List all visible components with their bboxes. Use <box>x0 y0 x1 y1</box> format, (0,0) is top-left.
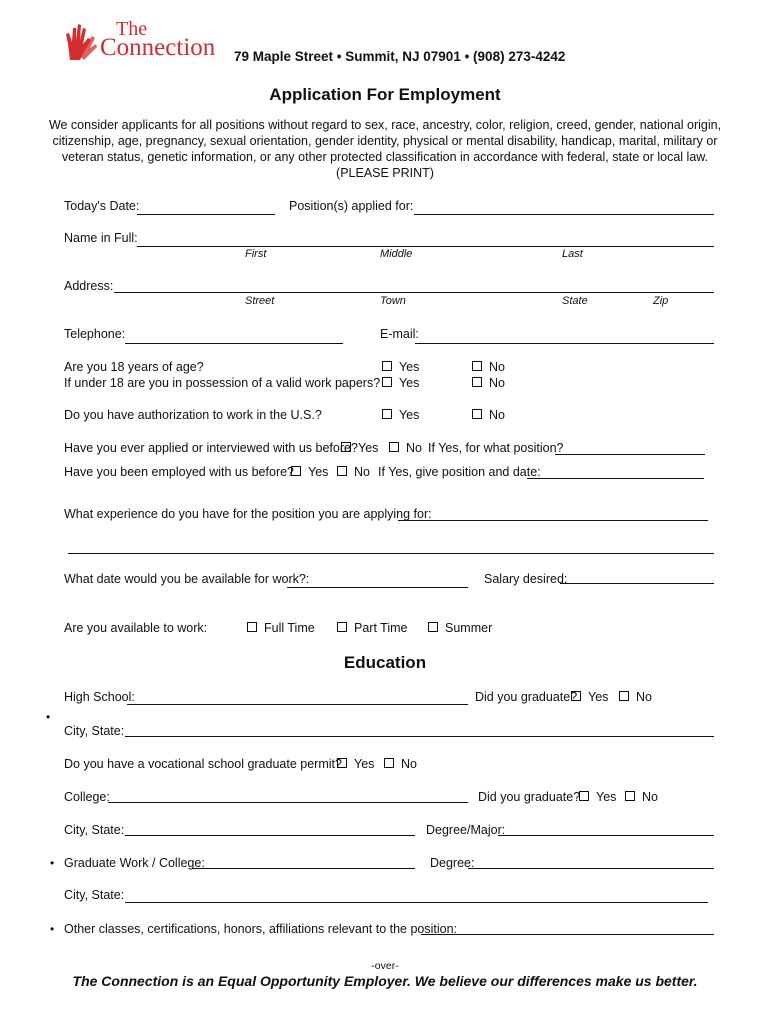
disclaimer-line: veteran status, genetic information, or any other protected classification in accordance with federal, state or local law. <box>61 150 709 164</box>
checkbox-icon[interactable] <box>389 442 399 452</box>
experience-field[interactable] <box>398 520 708 521</box>
checkbox-icon[interactable] <box>472 361 482 371</box>
telephone-field[interactable] <box>125 343 343 344</box>
experience-field-2[interactable] <box>68 553 714 554</box>
addr-zip-caption: Zip <box>653 295 669 307</box>
available-date-question: What date would you be available for work?: <box>64 572 310 586</box>
college-grad-yes-option[interactable] <box>579 790 616 804</box>
college-graduate-question: Did you graduate? <box>478 790 581 804</box>
college-label: College: <box>64 790 110 804</box>
email-label: E-mail: <box>380 327 419 341</box>
other-classes-field[interactable] <box>421 934 714 935</box>
hs-graduate-question: Did you graduate? <box>475 690 578 704</box>
checkbox-icon[interactable] <box>341 442 351 452</box>
addr-state-caption: State <box>562 295 588 307</box>
no-label: No <box>406 441 422 455</box>
checkbox-icon[interactable] <box>337 466 347 476</box>
checkbox-icon[interactable] <box>571 691 581 701</box>
vocational-no-option[interactable] <box>384 757 417 771</box>
logo <box>64 18 224 64</box>
checkbox-icon[interactable] <box>472 377 482 387</box>
checkbox-icon[interactable] <box>382 361 392 371</box>
bullet-icon: • <box>50 856 55 870</box>
no-label: No <box>401 757 417 771</box>
bullet-icon: • <box>46 710 51 724</box>
checkbox-icon[interactable] <box>382 409 392 419</box>
address-field[interactable] <box>114 292 714 293</box>
yes-label: Yes <box>596 790 617 804</box>
degree-label: Degree: <box>430 856 475 870</box>
checkbox-icon[interactable] <box>337 758 347 768</box>
footer-tagline: The Connection is an Equal Opportunity Employer. We believe our differences make us better. <box>72 973 698 989</box>
applied-followup-label: If Yes, for what position? <box>428 441 564 455</box>
part-time-label: Part Time <box>354 621 408 635</box>
no-label: No <box>489 408 505 422</box>
papers-no-option[interactable] <box>472 376 505 390</box>
grad-city-state-field[interactable] <box>125 902 708 903</box>
name-label: Name in Full: <box>64 231 138 245</box>
graduate-work-label: Graduate Work / College: <box>64 856 205 870</box>
employed-yes-option[interactable] <box>291 465 328 479</box>
checkbox-icon[interactable] <box>619 691 629 701</box>
full-time-label: Full Time <box>264 621 315 635</box>
yes-label: Yes <box>588 690 609 704</box>
summer-label: Summer <box>445 621 493 635</box>
checkbox-icon[interactable] <box>247 622 257 632</box>
employed-before-question: Have you been employed with us before? <box>64 465 295 479</box>
available-date-field[interactable] <box>287 587 468 588</box>
part-time-option[interactable] <box>337 621 408 635</box>
salary-label: Salary desired: <box>484 572 568 586</box>
applied-position-field[interactable] <box>555 454 705 455</box>
checkbox-icon[interactable] <box>625 791 635 801</box>
employed-position-field[interactable] <box>527 478 704 479</box>
auth-no-option[interactable] <box>472 408 505 422</box>
checkbox-icon[interactable] <box>472 409 482 419</box>
age-no-option[interactable] <box>472 360 505 374</box>
college-field[interactable] <box>108 802 468 803</box>
employed-no-option[interactable] <box>337 465 370 479</box>
checkbox-icon[interactable] <box>428 622 438 632</box>
addr-street-caption: Street <box>245 295 275 307</box>
summer-option[interactable] <box>428 621 492 635</box>
email-field[interactable] <box>415 343 714 344</box>
name-first-caption: First <box>245 248 267 260</box>
age-under18-question: If under 18 are you in possession of a valid work papers? <box>64 376 381 390</box>
employed-followup-label: If Yes, give position and date: <box>378 465 541 479</box>
page-title: Application For Employment <box>269 85 501 104</box>
authorization-question: Do you have authorization to work in the U.S.? <box>64 408 322 422</box>
salary-field[interactable] <box>560 583 714 584</box>
disclaimer-line: We consider applicants for all positions without regard to sex, race, ancestry, color, religion, creed, gender, national origin, <box>48 118 722 132</box>
age-question: Are you 18 years of age? <box>64 360 204 374</box>
header-address: 79 Maple Street • Summit, NJ 07901 • (908) 273-4242 <box>234 49 566 64</box>
age-yes-option[interactable] <box>382 360 419 374</box>
papers-yes-option[interactable] <box>382 376 419 390</box>
checkbox-icon[interactable] <box>384 758 394 768</box>
address-label: Address: <box>64 279 114 293</box>
telephone-label: Telephone: <box>64 327 126 341</box>
college-city-state-field[interactable] <box>125 835 415 836</box>
high-school-field[interactable] <box>127 704 468 705</box>
disclaimer-line: citizenship, age, pregnancy, sexual orientation, gender identity, physical or mental disability, handicap, marital, military or <box>52 134 718 148</box>
auth-yes-option[interactable] <box>382 408 419 422</box>
yes-label: Yes <box>399 360 420 374</box>
checkbox-icon[interactable] <box>337 622 347 632</box>
yes-label: Yes <box>354 757 375 771</box>
please-print: (PLEASE PRINT) <box>336 166 434 180</box>
no-label: No <box>354 465 370 479</box>
hs-grad-no-option[interactable] <box>619 690 652 704</box>
name-field[interactable] <box>137 246 714 247</box>
experience-question: What experience do you have for the position you are applying for: <box>64 507 432 521</box>
applied-before-question: Have you ever applied or interviewed with us before? <box>64 441 358 455</box>
yes-label: Yes <box>399 376 420 390</box>
bullet-icon: • <box>50 922 55 936</box>
name-middle-caption: Middle <box>380 248 413 260</box>
logo-the: The <box>116 18 148 40</box>
college-grad-no-option[interactable] <box>625 790 658 804</box>
no-label: No <box>636 690 652 704</box>
logo-connection: Connection <box>100 34 216 61</box>
no-label: No <box>642 790 658 804</box>
yes-label: Yes <box>358 441 379 455</box>
applied-no-option[interactable] <box>389 441 422 455</box>
full-time-option[interactable] <box>247 621 315 635</box>
vocational-question: Do you have a vocational school graduate permit? <box>64 757 342 771</box>
high-school-label: High School: <box>64 690 135 704</box>
over-note: -over- <box>371 960 399 972</box>
checkbox-icon[interactable] <box>291 466 301 476</box>
degree-field[interactable] <box>468 868 714 869</box>
disclaimer <box>0 117 770 181</box>
no-label: No <box>489 360 505 374</box>
college-city-state-label: City, State: <box>64 823 125 837</box>
todays-date-label: Today's Date: <box>64 199 140 213</box>
available-question: Are you available to work: <box>64 621 208 635</box>
yes-label: Yes <box>308 465 329 479</box>
education-heading: Education <box>343 653 427 672</box>
no-label: No <box>489 376 505 390</box>
hs-grad-yes-option[interactable] <box>571 690 608 704</box>
other-classes-label: Other classes, certifications, honors, affiliations relevant to the position: <box>64 922 458 936</box>
positions-field[interactable] <box>414 214 714 215</box>
hs-city-state-label: City, State: <box>64 724 125 738</box>
grad-city-state-label: City, State: <box>64 888 125 902</box>
todays-date-field[interactable] <box>137 214 275 215</box>
checkbox-icon[interactable] <box>579 791 589 801</box>
graduate-work-field[interactable] <box>192 868 415 869</box>
hands-logo-icon <box>64 20 98 62</box>
degree-major-field[interactable] <box>498 835 714 836</box>
positions-label: Position(s) applied for: <box>289 199 414 213</box>
name-last-caption: Last <box>562 248 583 260</box>
addr-town-caption: Town <box>380 295 406 307</box>
checkbox-icon[interactable] <box>382 377 392 387</box>
vocational-yes-option[interactable] <box>337 757 374 771</box>
degree-major-label: Degree/Major: <box>426 823 506 837</box>
yes-label: Yes <box>399 408 420 422</box>
hs-city-state-field[interactable] <box>125 736 714 737</box>
applied-yes-option[interactable] <box>341 441 378 455</box>
